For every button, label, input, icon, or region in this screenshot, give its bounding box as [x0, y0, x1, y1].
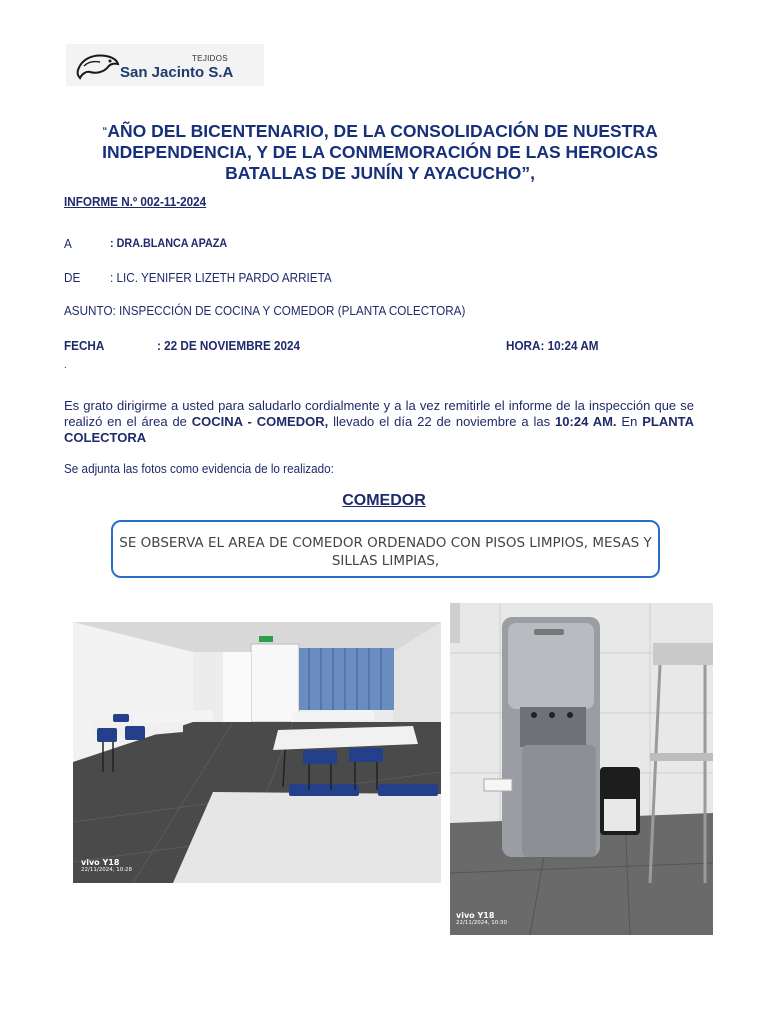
date-value: : 22 DE NOVIEMBRE 2024	[157, 338, 301, 353]
report-number: INFORME N.º 002-11-2024	[64, 194, 207, 209]
photo2-model: vivo Y18	[456, 911, 495, 920]
observation-box	[111, 520, 660, 578]
observation-text: SE OBSERVA EL AREA DE COMEDOR ORDENADO CON PISOS LIMPIOS, MESAS Y SILLAS LIMPIAS,	[119, 535, 652, 569]
p1-area: COCINA - COMEDOR,	[191, 414, 329, 429]
company-logo	[66, 44, 264, 86]
p1-time: 10:24 AM.	[555, 414, 617, 429]
photo2-stamp	[456, 911, 507, 926]
time-value: HORA: 10:24 AM	[506, 338, 599, 353]
from-value: : LIC. YENIFER LIZETH PARDO ARRIETA	[110, 270, 332, 285]
jaguar-logo-icon	[74, 48, 120, 82]
dining-room-photo	[73, 622, 441, 883]
to-value: : DRA.BLANCA APAZA	[110, 236, 228, 250]
body-paragraph	[64, 398, 694, 446]
from-label: DE	[64, 270, 81, 285]
section-title: COMEDOR	[342, 492, 426, 509]
attachment-note: Se adjunta las fotos como evidencia de lo realizado:	[64, 461, 334, 476]
logo-small-text: TEJIDOS	[192, 54, 228, 63]
motto-open-quote: “	[102, 126, 108, 137]
p1-plant: PLANTA COLECTORA	[64, 414, 694, 445]
p1-text-c: llevado el día 22 de noviembre a las	[328, 414, 556, 429]
p1-text-e: En	[616, 414, 643, 429]
year-motto	[60, 121, 700, 184]
motto-text: AÑO DEL BICENTENARIO, DE LA CONSOLIDACIÓN DE NUESTRA INDEPENDENCIA, Y DE LA CONMEMORACIÓN DE LAS HEROICAS BATALLAS DE JUNÍN Y AYACUCHO”,	[102, 121, 658, 183]
to-label: A	[64, 236, 72, 251]
stray-dot: .	[64, 360, 67, 371]
photo1-stamp	[81, 858, 132, 873]
photo1-datetime: 22/11/2024, 10:28	[81, 867, 133, 873]
date-label: FECHA	[64, 338, 105, 353]
photo2-datetime: 22/11/2024, 10:30	[456, 920, 508, 926]
logo-company-name: San Jacinto S.A	[120, 64, 234, 81]
p1-text-a: Es grato dirigirme a usted para saludarlo cordialmente y a la vez remitirle el informe de la inspección que se realizó en el área de	[64, 398, 694, 429]
photo1-model: vivo Y18	[81, 858, 120, 867]
subject: ASUNTO: INSPECCIÓN DE COCINA Y COMEDOR (PLANTA COLECTORA)	[64, 303, 466, 318]
water-dispenser-photo	[450, 603, 713, 935]
